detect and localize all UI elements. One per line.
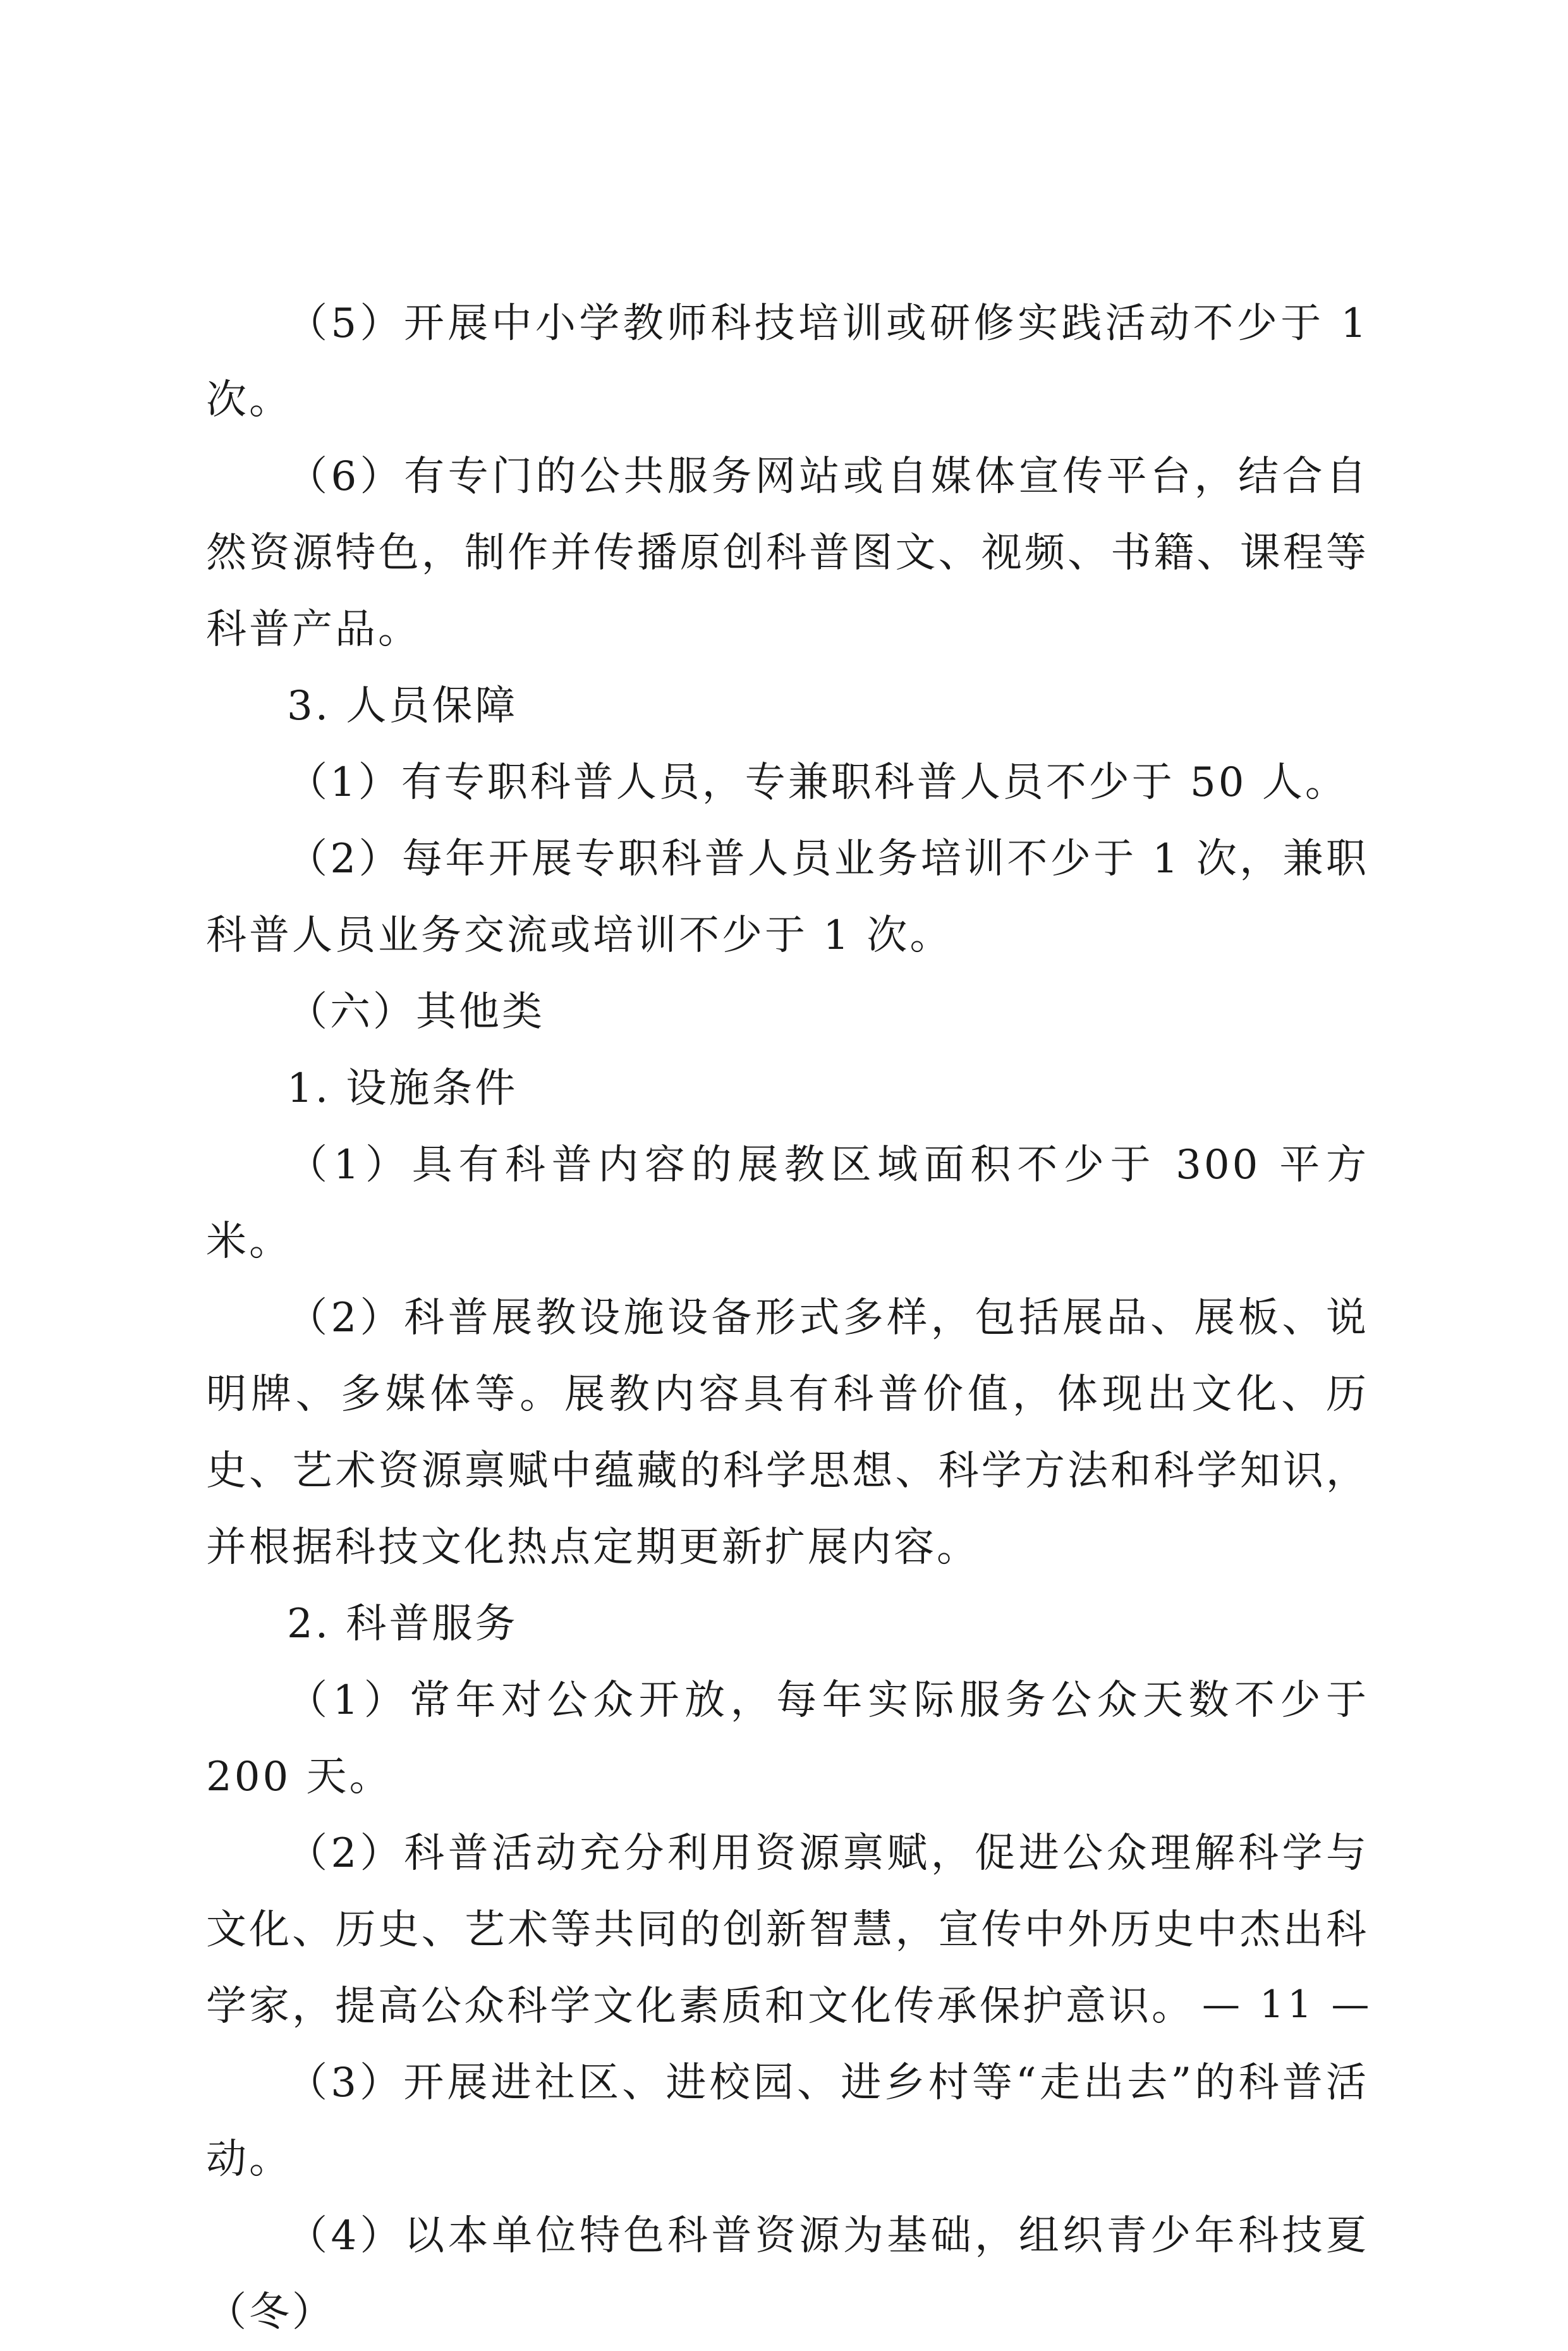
subsection-heading-services: 2. 科普服务 <box>287 1601 518 1647</box>
paragraph-item-5: （5）开展中小学教师科技培训或研修实践活动不少于 1 次。 <box>206 300 1369 424</box>
paragraph-services-3: （3）开展进社区、进校园、进乡村等“走出去”的科普活动。 <box>206 2060 1369 2183</box>
body-text <box>206 286 1369 2351</box>
section-heading-personnel: 3. 人员保障 <box>287 683 518 730</box>
paragraph-item-6: （6）有专门的公共服务网站或自媒体宣传平台，结合自然资源特色，制作并传播原创科普图文、视频、书籍、课程等科普产品。 <box>206 453 1369 653</box>
subsection-heading-facilities: 1. 设施条件 <box>287 1065 518 1112</box>
section-heading-other: （六）其他类 <box>287 989 545 1035</box>
paragraph-services-2: （2）科普活动充分利用资源禀赋，促进公众理解科学与文化、历史、艺术等共同的创新智慧，宣传中外历史中杰出科学家，提高公众科学文化素质和文化传承保护意识。 <box>206 1830 1369 2030</box>
paragraph-facilities-2: （2）科普展教设施设备形式多样，包括展品、展板、说明牌、多媒体等。展教内容具有科普价值，体现出文化、历史、艺术资源禀赋中蕴藏的科学思想、科学方法和科学知识，并根据科技文化热点定期更新扩展内容。 <box>206 1295 1369 1571</box>
paragraph-facilities-1: （1）具有科普内容的展教区域面积不少于 300 平方米。 <box>206 1142 1369 1265</box>
paragraph-personnel-2: （2）每年开展专职科普人员业务培训不少于 1 次，兼职科普人员业务交流或培训不少于 1 次。 <box>206 836 1369 959</box>
paragraph-personnel-1: （1）有专职科普人员，专兼职科普人员不少于 50 人。 <box>287 759 1348 806</box>
paragraph-services-4: （4）以本单位特色科普资源为基础，组织青少年科技夏（冬） <box>206 2213 1369 2336</box>
page-number: — 11 — <box>1202 1982 1373 2027</box>
paragraph-services-1: （1）常年对公众开放，每年实际服务公众天数不少于 200 天。 <box>206 1677 1369 1800</box>
